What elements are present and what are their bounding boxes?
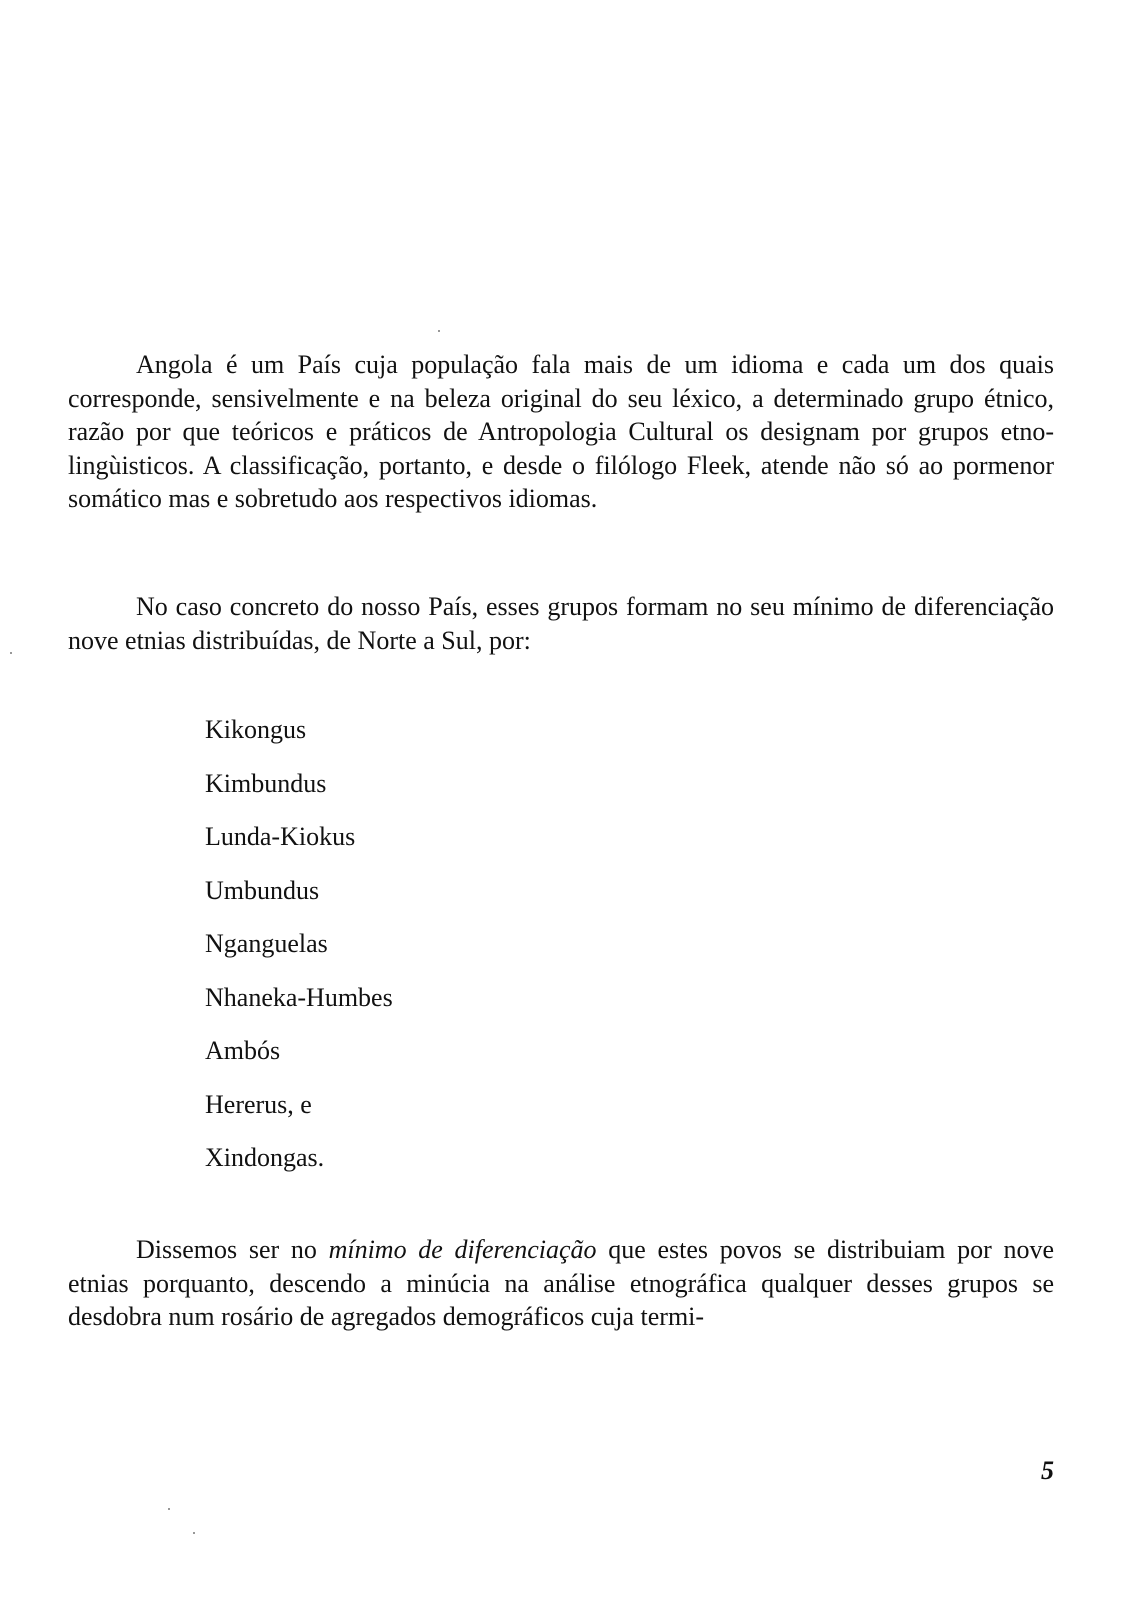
list-item: Kikongus xyxy=(205,715,307,744)
scan-speck xyxy=(168,1508,170,1510)
closing-text-after: que estes povos se distribuiam por nove etnias porquanto, descendo a minúcia na análise etnográfica qualquer desses grupos se desdobra num rosário de agregados demográficos cuja termi- xyxy=(68,1235,1054,1331)
list-item: Umbundus xyxy=(205,875,320,905)
closing-emphasis: mínimo de diferenciação xyxy=(328,1235,597,1264)
paragraph-intro: Angola é um País cuja população fala mais de um idioma e cada um dos quais corresponde, sensivelmente e na beleza original do seu léxico, a determinado grupo étnico, razão por que teóricos e práticos de Antropologia Cultural os designam por grupos etno-lingùisticos. A classificação, portanto, e desde o filólogo Fleek, atende não só ao pormenor somático mas e sobretudo aos respectivos idiomas. xyxy=(68,350,1054,513)
list-item: Nganguelas xyxy=(205,929,328,958)
list-item: Nhaneka-Humbes xyxy=(205,982,393,1012)
list-item: Kimbundus xyxy=(205,768,327,798)
page-number: 5 xyxy=(1041,1456,1054,1485)
list-item: Lunda-Kiokus xyxy=(205,822,356,851)
list-item: Hererus, e xyxy=(205,1089,312,1119)
paragraph-groups-intro: No caso concreto do nosso País, esses grupos formam no seu mínimo de diferenciação nove etnias distribuídas, de Norte a Sul, por: xyxy=(68,592,1054,655)
scan-speck xyxy=(10,652,12,654)
scan-speck xyxy=(438,330,440,332)
scan-speck xyxy=(193,1532,195,1534)
paragraph-closing xyxy=(68,1233,1054,1334)
list-item: Ambós xyxy=(205,1036,281,1065)
list-item: Xindongas. xyxy=(205,1143,325,1172)
ethnic-group-list xyxy=(205,715,393,1197)
closing-text-before: Dissemos ser no xyxy=(136,1235,329,1264)
